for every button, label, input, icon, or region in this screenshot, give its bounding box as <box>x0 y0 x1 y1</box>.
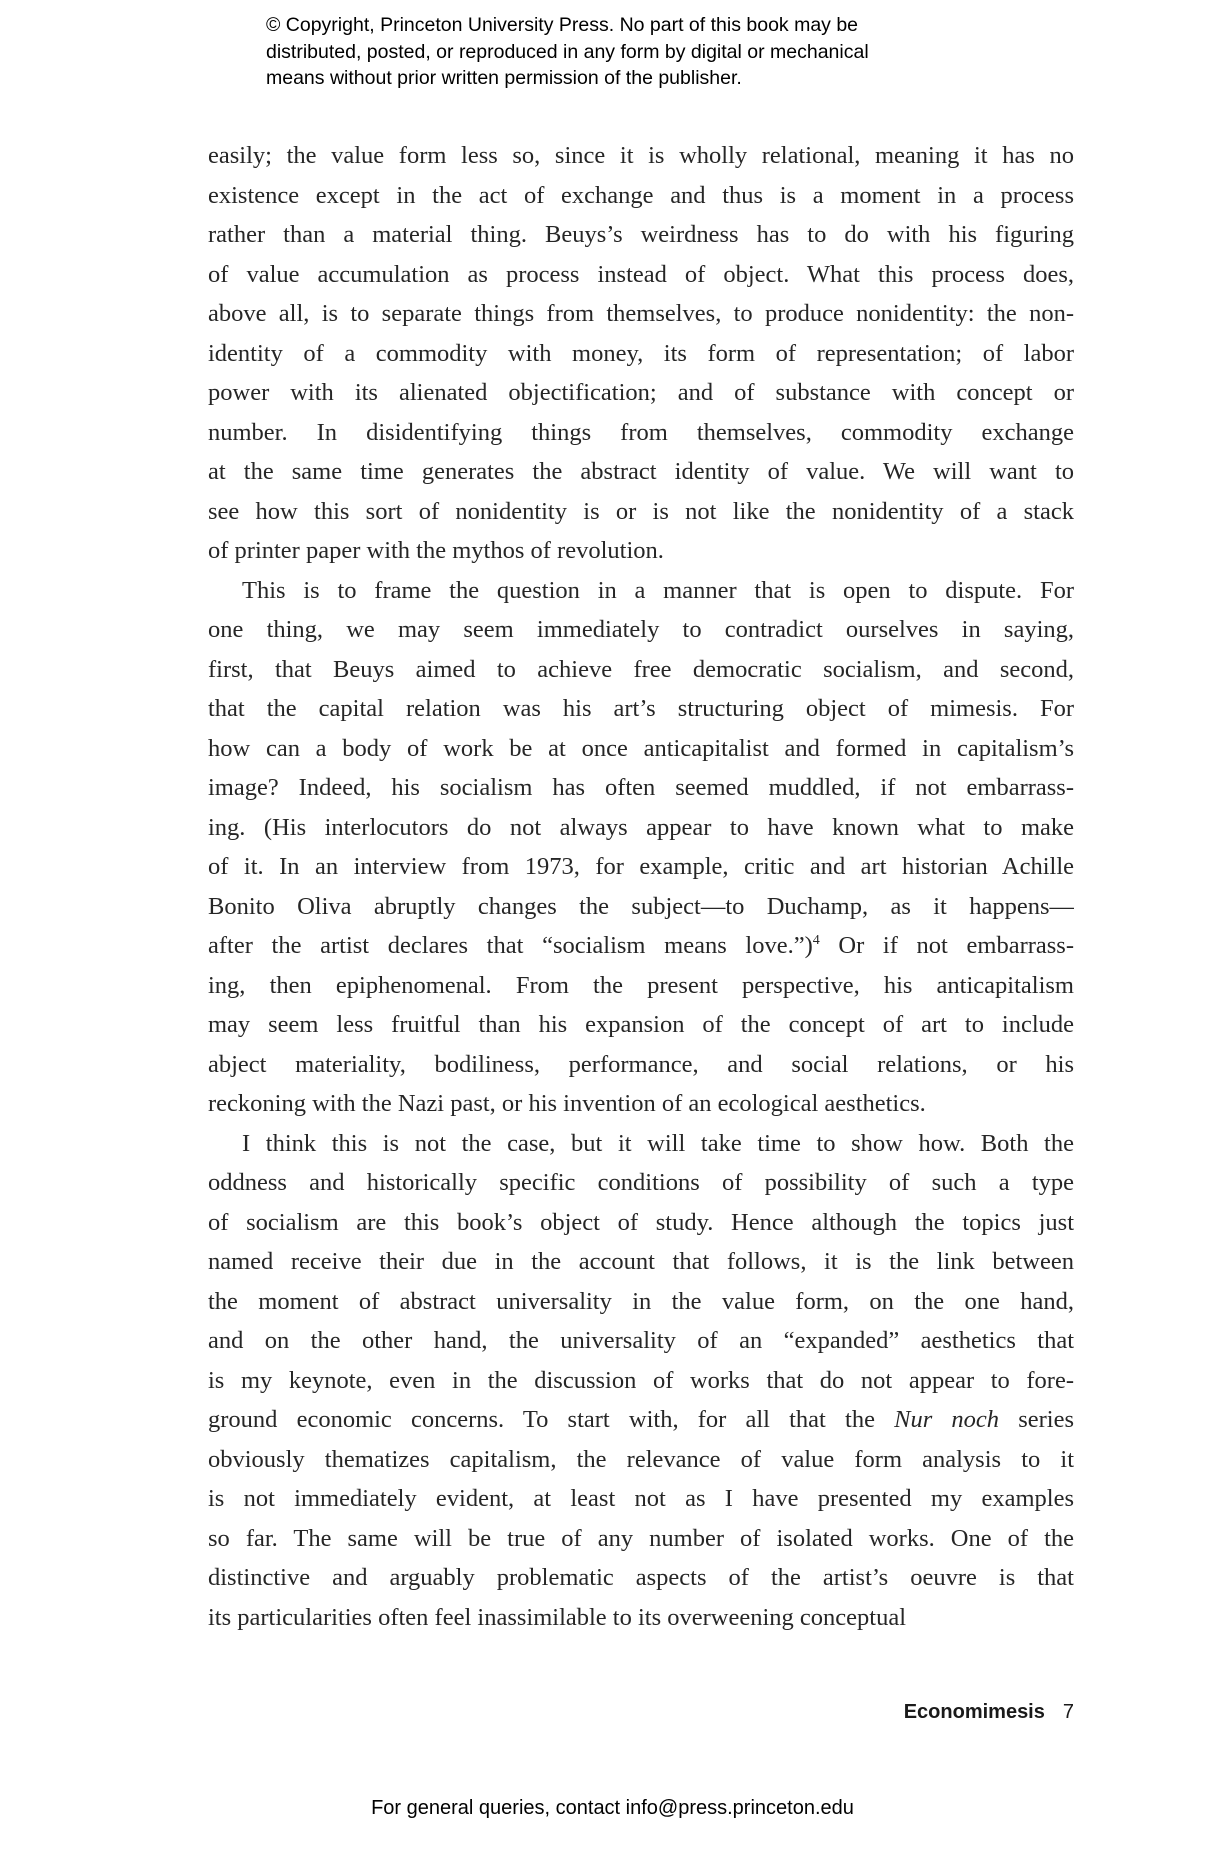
text-segment: see how this sort of nonidentity is or is not like the nonidentity of a stack <box>208 497 1074 525</box>
text-line <box>208 610 1074 650</box>
text-line <box>208 650 1074 690</box>
text-segment: reckoning with the Nazi past, or his invention of an ecological aesthetics. <box>208 1090 926 1117</box>
text-line <box>208 294 1074 334</box>
text-line <box>208 531 1074 571</box>
text-line <box>208 1163 1074 1203</box>
text-segment: identity of a commodity with money, its form of representation; of labor <box>208 339 1074 367</box>
text-line <box>208 176 1074 216</box>
text-segment: its particularities often feel inassimilable to its overweening conceptual <box>208 1603 907 1631</box>
text-line <box>208 492 1074 532</box>
copyright-line: means without prior written permission of the publisher. <box>266 67 742 89</box>
text-line <box>208 808 1074 848</box>
text-segment: distinctive and arguably problematic aspects of the artist’s oeuvre is that <box>208 1564 1074 1591</box>
text-line <box>208 1124 1074 1164</box>
text-line <box>208 847 1074 887</box>
text-line <box>208 1558 1074 1598</box>
copyright-line: distributed, posted, or reproduced in any form by digital or mechanical <box>266 40 869 63</box>
text-line <box>208 1400 1074 1440</box>
text-segment: ing, then epiphenomenal. From the present perspective, his anticapitalism <box>208 971 1074 999</box>
running-footer <box>904 1701 1074 1724</box>
text-line <box>208 689 1074 729</box>
text-segment: after the artist declares that “socialism means love.”) <box>208 932 813 959</box>
text-segment: at the same time generates the abstract identity of value. We will want to <box>208 458 1074 485</box>
text-segment: image? Indeed, his socialism has often seemed muddled, if not embarrass- <box>208 774 1074 801</box>
text-line <box>208 413 1074 453</box>
text-segment: and on the other hand, the universality of an “expanded” aesthetics that <box>208 1327 1074 1354</box>
text-line <box>208 1282 1074 1322</box>
copyright-notice <box>266 12 869 92</box>
text-segment: the moment of abstract universality in the value form, on the one hand, <box>208 1287 1074 1315</box>
text-segment: ing. (His interlocutors do not always appear to have known what to make <box>208 813 1074 841</box>
contact-footer: For general queries, contact info@press.princeton.edu <box>371 1797 854 1819</box>
text-segment: named receive their due in the account that follows, it is the link between <box>208 1248 1074 1275</box>
text-segment: number. In disidentifying things from themselves, commodity exchange <box>208 418 1074 446</box>
text-segment: This is to frame the question in a manner that is open to dispute. For <box>242 576 1074 604</box>
text-segment: ground economic concerns. To start with, for all that the <box>208 1406 895 1433</box>
text-segment: how can a body of work be at once anticapitalist and formed in capitalism’s <box>208 734 1074 762</box>
paragraph <box>208 136 1074 571</box>
text-line <box>208 1361 1074 1401</box>
text-segment: is my keynote, even in the discussion of works that do not appear to fore- <box>208 1366 1074 1394</box>
text-segment: existence except in the act of exchange and thus is a moment in a process <box>208 181 1074 209</box>
text-segment: of socialism are this book’s object of study. Hence although the topics just <box>208 1208 1074 1236</box>
text-line <box>208 1440 1074 1480</box>
text-segment: series <box>999 1406 1074 1433</box>
page-number: 7 <box>1062 1701 1074 1723</box>
text-segment: easily; the value form less so, since it is wholly relational, meaning it has no <box>208 142 1074 169</box>
text-line <box>208 373 1074 413</box>
text-segment: abject materiality, bodiliness, performance, and social relations, or his <box>208 1050 1074 1078</box>
text-segment: first, that Beuys aimed to achieve free democratic socialism, and second, <box>208 655 1074 683</box>
chapter-title: Economimesis <box>903 1701 1045 1723</box>
text-segment: is not immediately evident, at least not as I have presented my examples <box>208 1485 1074 1512</box>
text-line <box>208 1242 1074 1282</box>
text-line <box>208 887 1074 927</box>
text-line <box>208 1598 1074 1638</box>
text-line <box>208 136 1074 176</box>
text-segment: Nur noch <box>894 1406 1000 1433</box>
text-segment: I think this is not the case, but it will take time to show how. Both the <box>242 1129 1074 1157</box>
text-line <box>208 729 1074 769</box>
paragraph <box>208 571 1074 1124</box>
text-segment: power with its alienated objectification; and of substance with concept or <box>208 379 1074 406</box>
text-line <box>208 1321 1074 1361</box>
text-segment: Bonito Oliva abruptly changes the subject—to Duchamp, as it happens— <box>208 892 1074 920</box>
text-line <box>208 334 1074 374</box>
text-segment: above all, is to separate things from themselves, to produce nonidentity: the non- <box>208 300 1074 327</box>
text-line <box>208 1203 1074 1243</box>
text-segment: one thing, we may seem immediately to contradict ourselves in saying, <box>208 616 1074 643</box>
paragraph <box>208 1124 1074 1638</box>
text-segment: of printer paper with the mythos of revolution. <box>208 537 664 564</box>
text-segment: obviously thematizes capitalism, the relevance of value form analysis to it <box>208 1445 1074 1473</box>
text-line <box>208 768 1074 808</box>
text-segment: Or if not embarrass- <box>819 932 1074 959</box>
text-segment: may seem less fruitful than his expansion of the concept of art to include <box>208 1011 1074 1038</box>
text-line <box>208 1005 1074 1045</box>
text-line <box>208 571 1074 611</box>
body-text <box>208 136 1074 1637</box>
text-line <box>208 1519 1074 1559</box>
text-segment: oddness and historically specific conditions of possibility of such a type <box>208 1169 1074 1196</box>
footnote-ref: 4 <box>812 933 820 948</box>
text-line <box>208 1084 1074 1124</box>
text-line <box>208 1045 1074 1085</box>
text-line <box>208 452 1074 492</box>
text-line <box>208 1479 1074 1519</box>
text-line <box>208 255 1074 295</box>
text-line <box>208 926 1074 966</box>
text-line <box>208 966 1074 1006</box>
text-segment: rather than a material thing. Beuys’s weirdness has to do with his figuring <box>208 221 1074 248</box>
copyright-line: © Copyright, Princeton University Press. No part of this book may be <box>266 14 859 36</box>
text-segment: of it. In an interview from 1973, for example, critic and art historian Achille <box>208 853 1074 880</box>
text-segment: so far. The same will be true of any number of isolated works. One of the <box>208 1524 1074 1552</box>
text-line <box>208 215 1074 255</box>
text-segment: that the capital relation was his art’s structuring object of mimesis. For <box>208 695 1074 722</box>
text-segment: of value accumulation as process instead of object. What this process does, <box>208 260 1074 288</box>
